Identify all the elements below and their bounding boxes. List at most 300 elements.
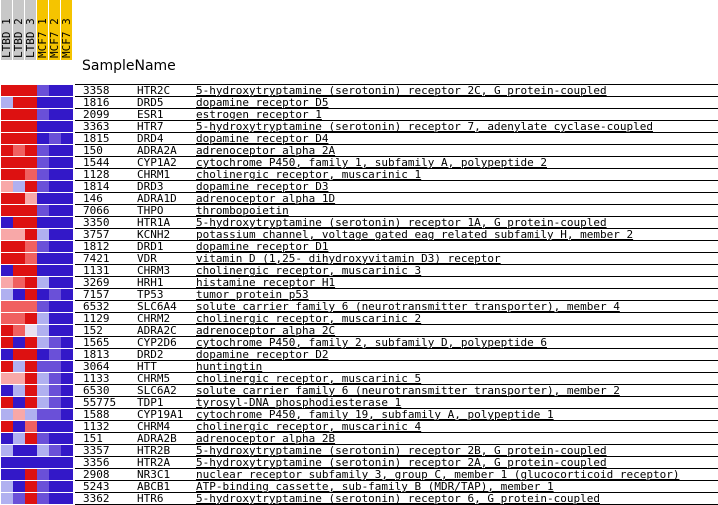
gene-id: 1131 [83,264,110,277]
heatmap-cell [25,469,37,480]
gene-description[interactable]: estrogen receptor 1 [196,108,322,121]
heatmap-cell [1,457,13,468]
heatmap-cell [13,85,25,96]
heatmap-cell [49,313,61,324]
heatmap-cell [61,217,73,228]
heatmap-cell [61,493,73,504]
table-row[interactable] [0,493,718,505]
gene-symbol: CYP19A1 [137,408,184,421]
heatmap-cell [61,253,73,264]
gene-symbol: SLC6A2 [137,384,177,397]
heatmap-cell [13,265,25,276]
gene-id: 3269 [83,276,110,289]
heatmap-cell [49,241,61,252]
heatmap-cell [13,181,25,192]
gene-id: 1544 [83,156,110,169]
heatmap-cell [13,421,25,432]
gene-id: 2908 [83,468,110,481]
heatmap-cell [61,85,73,96]
heatmap-cell [37,445,49,456]
gene-description[interactable]: cholinergic receptor, muscarinic 2 [196,312,422,325]
heatmap-cell [49,385,61,396]
heatmap-cell [49,217,61,228]
heatmap-cell [49,229,61,240]
heatmap-cell [49,97,61,108]
heatmap-cell [49,409,61,420]
heatmap-cell [13,337,25,348]
heatmap-cell [13,157,25,168]
heatmap-cell [49,397,61,408]
heatmap-cell [37,361,49,372]
gene-id: 2099 [83,108,110,121]
heatmap-cell [37,325,49,336]
gene-symbol: CHRM5 [137,372,171,385]
heatmap-cell [13,169,25,180]
heatmap-cell [37,457,49,468]
heatmap-cell [1,133,13,144]
table-row[interactable] [0,421,718,433]
heatmap-cell [49,445,61,456]
heatmap-cell [13,229,25,240]
heatmap-cell [13,241,25,252]
heatmap-cell [61,373,73,384]
heatmap-cell [37,169,49,180]
heatmap-cell [1,205,13,216]
heatmap-cell [13,325,25,336]
heatmap-cell [25,385,37,396]
heatmap-cell [37,433,49,444]
heatmap-cell [1,289,13,300]
heatmap-cell [13,133,25,144]
gene-symbol: CHRM3 [137,264,171,277]
heatmap-cell [25,421,37,432]
heatmap-cell [25,325,37,336]
heatmap-cell [37,157,49,168]
gene-id: 3358 [83,84,110,97]
heatmap-cell [37,397,49,408]
heatmap-cell [37,481,49,492]
heatmap-cell [1,181,13,192]
heatmap-cell [13,457,25,468]
heatmap-cell [1,97,13,108]
heatmap-cell [37,337,49,348]
heatmap-cell [1,265,13,276]
heatmap-cell [1,445,13,456]
heatmap-cell [61,361,73,372]
heatmap-cell [1,253,13,264]
gene-description[interactable]: vitamin D (1,25- dihydroxyvitamin D3) receptor [196,252,501,265]
heatmap-cell [13,373,25,384]
heatmap-cell [13,109,25,120]
heatmap-cell [49,205,61,216]
heatmap-cell [49,337,61,348]
gene-id: 1132 [83,420,110,433]
gene-description[interactable]: cholinergic receptor, muscarinic 4 [196,420,422,433]
heatmap-cell [37,469,49,480]
heatmap-cell [61,325,73,336]
gene-symbol: CHRM4 [137,420,171,433]
heatmap-cell [61,433,73,444]
heatmap-cell [13,289,25,300]
heatmap-cell [49,469,61,480]
heatmap-cell [1,301,13,312]
gene-symbol: KCNH2 [137,228,171,241]
heatmap-cell [61,229,73,240]
gene-symbol: ADRA1D [137,192,177,205]
heatmap-cell [49,109,61,120]
gene-symbol: VDR [137,252,157,265]
heatmap-cell [13,97,25,108]
gene-description[interactable]: dopamine receptor D1 [196,240,329,253]
heatmap-cell [61,265,73,276]
heatmap-cell [61,301,73,312]
heatmap-cell [1,157,13,168]
heatmap-cell [25,241,37,252]
gene-description[interactable]: dopamine receptor D3 [196,180,329,193]
heatmap-cell [49,481,61,492]
heatmap-cell [49,373,61,384]
heatmap-cell [49,121,61,132]
gene-symbol: HTR6 [137,492,164,505]
heatmap-cell [37,253,49,264]
gene-id: 6532 [83,300,110,313]
heatmap-cell [25,265,37,276]
heatmap-cell [61,157,73,168]
gene-id: 152 [83,324,103,337]
heatmap-cell [49,493,61,504]
heatmap-cell [1,229,13,240]
heatmap-cell [25,85,37,96]
heatmap-cell [13,493,25,504]
heatmap-cell [37,145,49,156]
gene-description[interactable]: thrombopoietin [196,204,289,217]
heatmap-cell [61,121,73,132]
heatmap-cell [25,121,37,132]
gene-symbol: ADRA2A [137,144,177,157]
heatmap-cell [25,157,37,168]
gene-description[interactable]: histamine receptor H1 [196,276,336,289]
heatmap-cell [37,241,49,252]
table-row[interactable] [0,313,718,325]
heatmap-cell [13,409,25,420]
heatmap-cell [13,433,25,444]
heatmap-cell [25,145,37,156]
heatmap-cell [1,481,13,492]
gene-description[interactable]: cytochrome P450, family 2, subfamily D, polypeptide 6 [196,336,547,349]
heatmap-cell [1,469,13,480]
heatmap-cell [25,133,37,144]
gene-id: 1128 [83,168,110,181]
heatmap-cell [61,145,73,156]
gene-symbol: SLC6A4 [137,300,177,313]
gene-description[interactable]: dopamine receptor D4 [196,132,329,145]
gene-description[interactable]: 5-hydroxytryptamine (serotonin) receptor 1A, G protein-coupled [196,216,607,229]
heatmap-cell [37,277,49,288]
gene-description[interactable]: 5-hydroxytryptamine (serotonin) receptor 2B, G protein-coupled [196,444,607,457]
gene-id: 146 [83,192,103,205]
heatmap-cell [61,109,73,120]
heatmap-cell [49,265,61,276]
heatmap-cell [61,289,73,300]
heatmap-cell [25,349,37,360]
heatmap-cell [49,277,61,288]
heatmap-cell [61,277,73,288]
gene-id: 1129 [83,312,110,325]
gene-id: 5243 [83,480,110,493]
heatmap-cell [37,349,49,360]
gene-description[interactable]: dopamine receptor D5 [196,96,329,109]
gene-description[interactable]: cytochrome P450, family 1, subfamily A, polypeptide 2 [196,156,547,169]
heatmap-cell [37,121,49,132]
heatmap-cell [25,193,37,204]
heatmap-cell [61,313,73,324]
gene-symbol: HTT [137,360,157,373]
heatmap-cell [1,397,13,408]
table-row[interactable] [0,181,718,193]
heatmap-cell [49,433,61,444]
heatmap-cell [37,289,49,300]
heatmap-cell [13,301,25,312]
gene-symbol: DRD5 [137,96,164,109]
heatmap-cell [1,349,13,360]
column-label: MCF7 1 [36,18,49,58]
heatmap-cell [25,229,37,240]
heatmap-cell [37,373,49,384]
gene-id: 1812 [83,240,110,253]
heatmap-cell [25,205,37,216]
gene-symbol: THPO [137,204,164,217]
gene-id: 1588 [83,408,110,421]
heatmap-cell [49,85,61,96]
heatmap-cell [61,481,73,492]
heatmap-cell [1,361,13,372]
heatmap-cell [13,277,25,288]
gene-id: 1816 [83,96,110,109]
heatmap-cell [49,133,61,144]
heatmap-cell [25,493,37,504]
gene-id: 1565 [83,336,110,349]
heatmap-cell [61,97,73,108]
heatmap-cell [1,277,13,288]
heatmap-cell [61,205,73,216]
heatmap-cell [25,373,37,384]
gene-description[interactable]: dopamine receptor D2 [196,348,329,361]
heatmap-cell [25,457,37,468]
heatmap-cell [25,397,37,408]
gene-description[interactable]: tyrosyl-DNA phosphodiesterase 1 [196,396,402,409]
heatmap-cell [37,409,49,420]
gene-description[interactable]: 5-hydroxytryptamine (serotonin) receptor 2A, G protein-coupled [196,456,607,469]
gene-symbol: CYP2D6 [137,336,177,349]
gene-description[interactable]: cholinergic receptor, muscarinic 5 [196,372,422,385]
heatmap-cell [49,421,61,432]
heatmap-cell [37,85,49,96]
gene-id: 3064 [83,360,110,373]
heatmap-cell [1,121,13,132]
heatmap-cell [25,253,37,264]
heatmap-cell [25,301,37,312]
gene-symbol: HTR1A [137,216,171,229]
gene-symbol: ADRA2B [137,432,177,445]
gene-description[interactable]: adrenoceptor alpha 1D [196,192,336,205]
heatmap-cell [61,469,73,480]
gene-symbol: CHRM2 [137,312,171,325]
gene-id: 151 [83,432,103,445]
heatmap-cell [61,409,73,420]
column-header-6[interactable] [61,0,73,60]
heatmap-cell [49,457,61,468]
heatmap-cell [37,313,49,324]
gene-description[interactable]: tumor protein p53 [196,288,309,301]
heatmap-cell [25,109,37,120]
heatmap-cell [1,109,13,120]
heatmap-cell [13,469,25,480]
heatmap-cell [37,97,49,108]
heatmap-cell [37,181,49,192]
gene-id: 150 [83,144,103,157]
heatmap-cell [1,145,13,156]
gene-description[interactable]: huntingtin [196,360,263,373]
gene-id: 3356 [83,456,110,469]
heatmap-cell [25,409,37,420]
gene-description[interactable]: cytochrome P450, family 19, subfamily A, polypeptide 1 [196,408,554,421]
column-label: LTBD 3 [24,18,37,58]
heatmap-cell [37,109,49,120]
gene-id: 7066 [83,204,110,217]
heatmap-cell [25,97,37,108]
heatmap-cell [1,193,13,204]
heatmap-cell [1,385,13,396]
gene-symbol: NR3C1 [137,468,171,481]
heatmap-cell [49,181,61,192]
gene-symbol: CYP1A2 [137,156,177,169]
heatmap-cell [1,433,13,444]
gene-symbol: TP53 [137,288,164,301]
gene-description[interactable]: 5-hydroxytryptamine (serotonin) receptor 6, G protein-coupled [196,492,600,505]
gene-id: 3363 [83,120,110,133]
gene-description[interactable]: cholinergic receptor, muscarinic 3 [196,264,422,277]
heatmap-cell [49,253,61,264]
gene-description[interactable]: adrenoceptor alpha 2A [196,144,336,157]
heatmap-cell [1,325,13,336]
heatmap-cell [25,433,37,444]
heatmap-cell [61,397,73,408]
heatmap-cell [61,385,73,396]
heatmap-cell [49,361,61,372]
heatmap-cell [13,253,25,264]
gene-symbol: DRD4 [137,132,164,145]
gene-description[interactable]: solute carrier family 6 (neurotransmitter transporter), member 2 [196,384,620,397]
gene-symbol: DRD1 [137,240,164,253]
gene-id: 1133 [83,372,110,385]
heatmap-cell [37,193,49,204]
column-header-strip [0,0,75,85]
heatmap-cell [13,313,25,324]
heatmap-cell [1,493,13,504]
gene-id: 7421 [83,252,110,265]
gene-description[interactable]: solute carrier family 6 (neurotransmitter transporter), member 4 [196,300,620,313]
gene-symbol: HRH1 [137,276,164,289]
gene-description[interactable]: adrenoceptor alpha 2B [196,432,336,445]
heatmap-cell [61,133,73,144]
heatmap-cell [1,409,13,420]
heatmap-cell [1,421,13,432]
heatmap-cell [13,205,25,216]
heatmap-cell [37,217,49,228]
heatmap-cell [1,85,13,96]
gene-symbol: HTR2A [137,456,171,469]
gene-symbol: TDP1 [137,396,164,409]
gene-id: 55775 [83,396,117,409]
heatmap-cell [1,313,13,324]
gene-symbol: DRD3 [137,180,164,193]
heatmap-cell [1,337,13,348]
heatmap-cell [25,217,37,228]
gene-symbol: ESR1 [137,108,164,121]
heatmap-cell [13,193,25,204]
gene-description[interactable]: nuclear receptor subfamily 3, group C, member 1 (glucocorticoid receptor) [196,468,680,481]
gene-id: 1813 [83,348,110,361]
heatmap-cell [25,181,37,192]
table-row[interactable] [0,133,718,145]
gene-id: 1815 [83,132,110,145]
heatmap-cell [1,169,13,180]
gene-description[interactable]: 5-hydroxytryptamine (serotonin) receptor 2C, G protein-coupled [196,84,607,97]
gene-id: 3757 [83,228,110,241]
gene-description[interactable]: potassium channel, voltage gated eag related subfamily H, member 2 [196,228,634,241]
heatmap-cell [13,145,25,156]
gene-id: 7157 [83,288,110,301]
gene-symbol: HTR7 [137,120,164,133]
column-label: LTBD 1 [0,18,13,58]
heatmap-cell [25,313,37,324]
heatmap-cell [49,169,61,180]
heatmap-cell [25,361,37,372]
heatmap-cell [25,481,37,492]
heatmap-cell [13,385,25,396]
heatmap-cell [49,349,61,360]
column-label: MCF7 3 [60,18,73,58]
heatmap-cell [1,241,13,252]
heatmap-cell [49,301,61,312]
column-label: MCF7 2 [48,18,61,58]
gene-id: 3362 [83,492,110,505]
heatmap-cell [13,349,25,360]
heatmap-cell [49,157,61,168]
gene-id: 3350 [83,216,110,229]
gene-description[interactable]: ATP-binding cassette, sub-family B (MDR/TAP), member 1 [196,480,554,493]
heatmap-cell [49,145,61,156]
heatmap-cell [37,265,49,276]
gene-description[interactable]: 5-hydroxytryptamine (serotonin) receptor 7, adenylate cyclase-coupled [196,120,653,133]
heatmap-cell [25,337,37,348]
gene-description[interactable]: cholinergic receptor, muscarinic 1 [196,168,422,181]
gene-description[interactable]: adrenoceptor alpha 2C [196,324,336,337]
heatmap-cell [1,217,13,228]
heatmap-cell [13,397,25,408]
gene-id: 1814 [83,180,110,193]
heatmap-cell [25,277,37,288]
heatmap-cell [61,337,73,348]
heatmap-cell [13,361,25,372]
heatmap-cell [13,217,25,228]
heatmap-cell [49,193,61,204]
heatmap-cell [61,181,73,192]
heatmap-cell [49,325,61,336]
heatmap-cell [13,445,25,456]
heatmap-cell [61,349,73,360]
gene-symbol: HTR2B [137,444,171,457]
